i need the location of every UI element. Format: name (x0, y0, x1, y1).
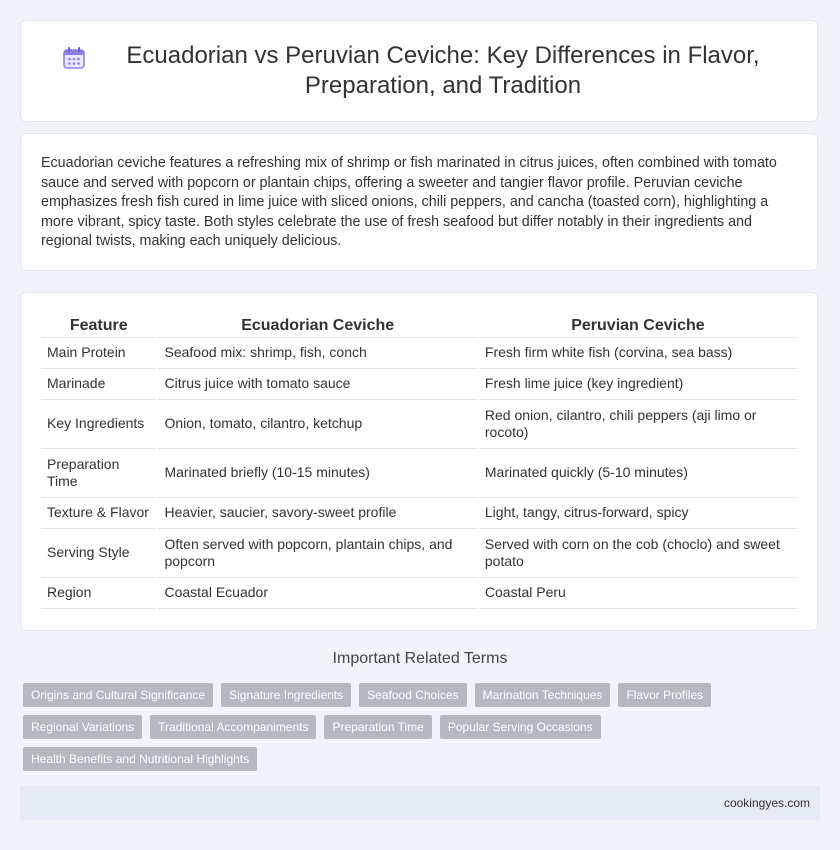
peruvian-cell: Light, tangy, citrus-forward, spicy (478, 498, 797, 529)
intro-card (20, 133, 818, 271)
title-wrap (21, 41, 817, 101)
tag-preparation-time[interactable]: Preparation Time (324, 715, 431, 739)
feature-cell: Texture & Flavor (41, 498, 157, 529)
feature-cell: Main Protein (41, 338, 157, 369)
table-row (41, 529, 797, 578)
ecuadorian-cell: Onion, tomato, cilantro, ketchup (157, 400, 477, 449)
table-row (41, 449, 797, 498)
tag-health-benefits[interactable]: Health Benefits and Nutritional Highlights (23, 747, 257, 771)
feature-cell: Marinade (41, 369, 157, 400)
peruvian-cell: Fresh lime juice (key ingredient) (478, 369, 797, 400)
ecuadorian-cell: Often served with popcorn, plantain chips, and popcorn (157, 529, 477, 578)
table-row (41, 369, 797, 400)
peruvian-cell: Served with corn on the cob (choclo) and sweet potato (478, 529, 797, 578)
ecuadorian-cell: Coastal Ecuador (157, 578, 477, 609)
table-row (41, 400, 797, 449)
tag-signature-ingredients[interactable]: Signature Ingredients (221, 683, 351, 707)
peruvian-cell: Coastal Peru (478, 578, 797, 609)
tag-flavor-profiles[interactable]: Flavor Profiles (618, 683, 711, 707)
feature-cell: Preparation Time (41, 449, 157, 498)
footer-site[interactable]: cookingyes.com (723, 796, 810, 810)
ecuadorian-cell: Marinated briefly (10-15 minutes) (157, 449, 477, 498)
calendar-icon (61, 45, 87, 71)
header-ecuadorian: Ecuadorian Ceviche (157, 311, 477, 338)
feature-cell: Key Ingredients (41, 400, 157, 449)
ecuadorian-cell: Seafood mix: shrimp, fish, conch (157, 338, 477, 369)
feature-cell: Serving Style (41, 529, 157, 578)
table-row (41, 338, 797, 369)
tag-origins[interactable]: Origins and Cultural Significance (23, 683, 213, 707)
table-header-row (41, 311, 797, 338)
tag-regional-variations[interactable]: Regional Variations (23, 715, 142, 739)
footer (20, 786, 820, 820)
peruvian-cell: Fresh firm white fish (corvina, sea bass) (478, 338, 797, 369)
feature-cell: Region (41, 578, 157, 609)
title-card (20, 20, 818, 122)
comparison-table-card (20, 292, 818, 631)
tag-popular-serving-occasions[interactable]: Popular Serving Occasions (440, 715, 601, 739)
related-terms-title: Important Related Terms (332, 650, 508, 667)
ecuadorian-cell: Citrus juice with tomato sauce (157, 369, 477, 400)
intro-text: Ecuadorian ceviche features a refreshing mix of shrimp or fish marinated in citrus juices, often combined with tomato sauce and served with popcorn or plantain chips, offering a sweeter and tangier flavor profile. Peruvian ceviche emphasizes fresh fish cured in lime juice with sliced onions, chili peppers, and cancha (toasted corn), highlighting a more vibrant, spicy taste. Both styles celebrate the use of fresh seafood but differ notably in their ingredients and regional twists, making each uniquely delicious. (41, 155, 777, 249)
table-row (41, 578, 797, 609)
table-row (41, 498, 797, 529)
header-peruvian: Peruvian Ceviche (478, 311, 797, 338)
tag-seafood-choices[interactable]: Seafood Choices (359, 683, 466, 707)
page-title: Ecuadorian vs Peruvian Ceviche: Key Differences in Flavor, Preparation, and Tradition (126, 42, 760, 99)
tag-traditional-accompaniments[interactable]: Traditional Accompaniments (150, 715, 316, 739)
header-feature: Feature (41, 311, 157, 338)
related-terms-tags (23, 683, 823, 779)
peruvian-cell: Red onion, cilantro, chili peppers (aji limo or rocoto) (478, 400, 797, 449)
ecuadorian-cell: Heavier, saucier, savory-sweet profile (157, 498, 477, 529)
comparison-table (41, 311, 797, 609)
peruvian-cell: Marinated quickly (5-10 minutes) (478, 449, 797, 498)
tag-marination-techniques[interactable]: Marination Techniques (475, 683, 611, 707)
